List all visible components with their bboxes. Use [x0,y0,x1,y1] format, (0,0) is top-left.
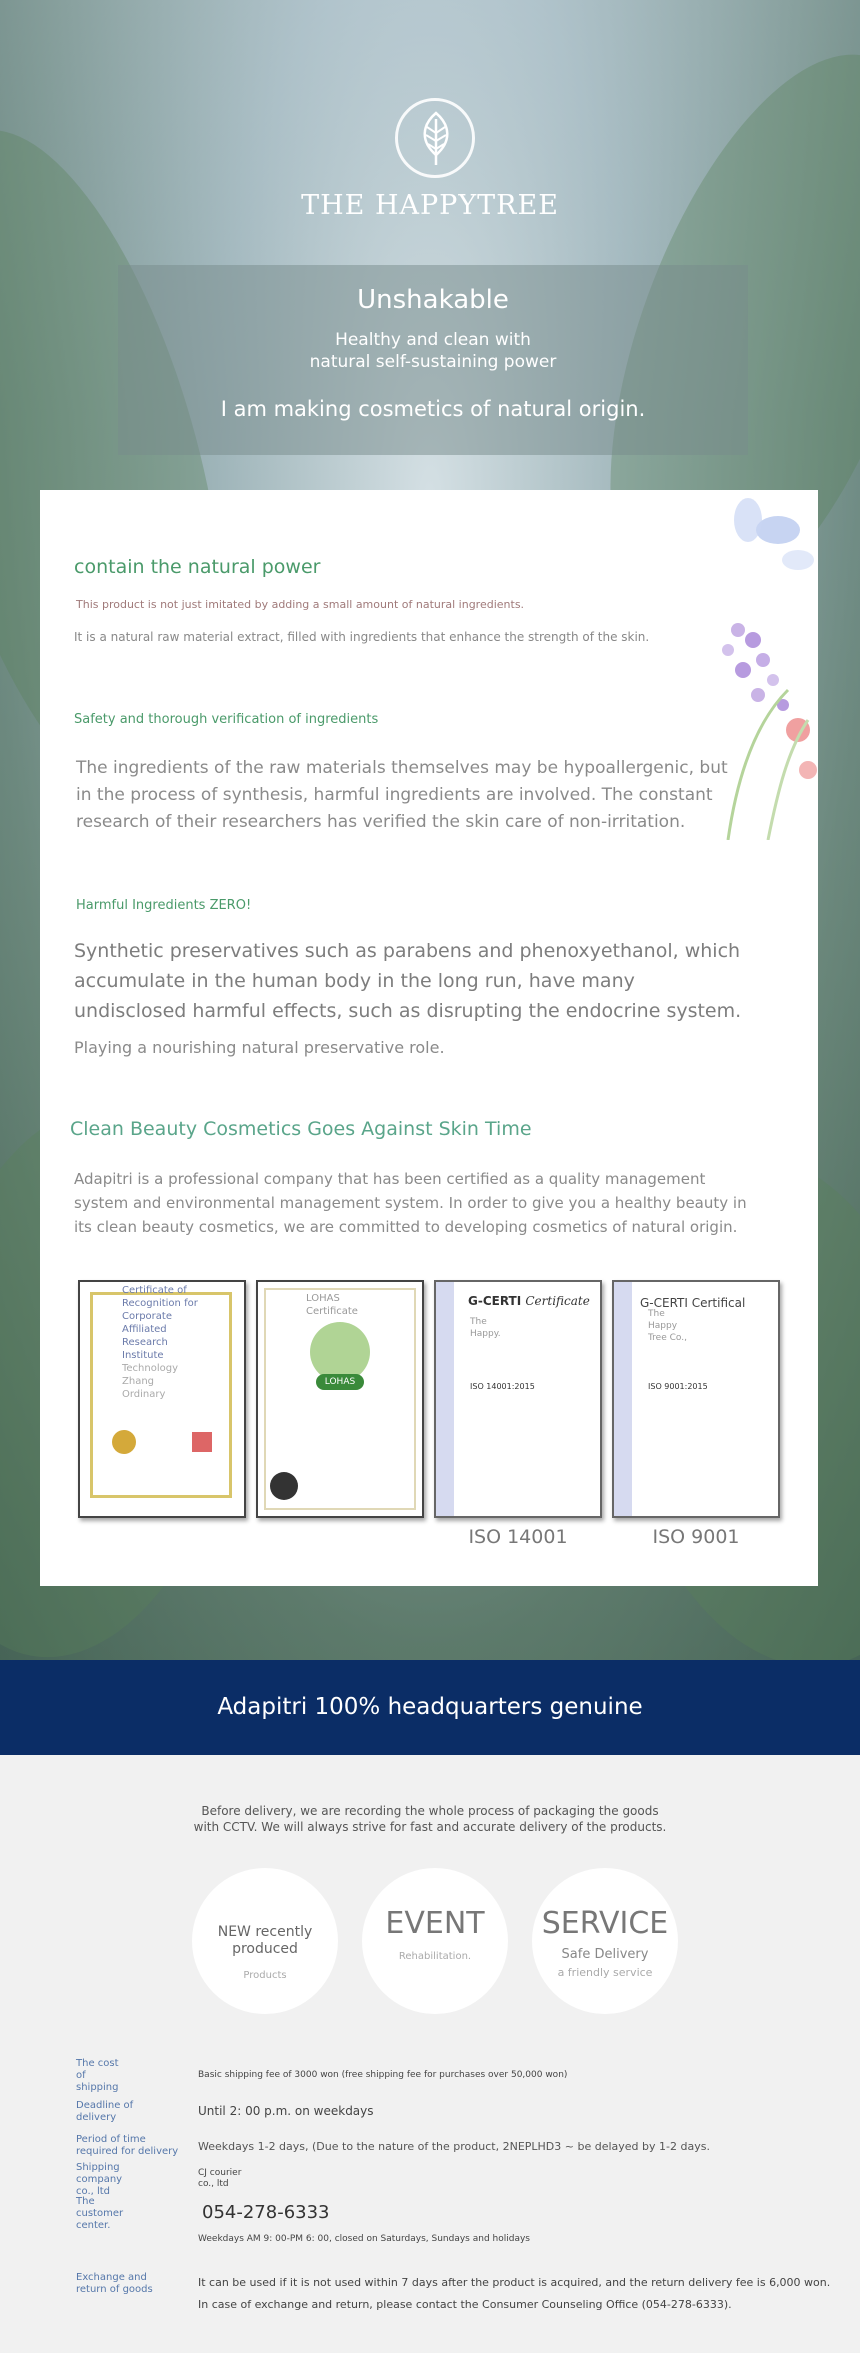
section-body [74,936,741,1026]
certificate-iso14001 [434,1280,602,1518]
iso-standard: ISO 9001:2015 [648,1382,708,1391]
circle-sub: Products [243,1970,287,1981]
circle-title-line: NEW recently [217,1924,313,1940]
certificate-title-line: The [648,1309,665,1319]
section-body-line: Synthetic preservatives such as parabens and phenoxyethanol, which [74,940,741,962]
info-label-line: company [76,2174,123,2185]
circle-sub: Rehabilitation. [398,1951,472,1962]
service-circle[interactable] [532,1868,678,2014]
info-value-line: CJ courier [198,2168,242,2178]
customer-center-phone[interactable]: 054-278-6333 [202,2202,330,2223]
section-title: Clean Beauty Cosmetics Goes Against Skin Time [70,1118,532,1140]
section-title: contain the natural power [74,556,321,578]
info-label-line: Exchange and [76,2272,147,2283]
certificate-title-line: Corporate [122,1311,172,1322]
delivery-note-line: with CCTV. We will always strive for fast and accurate delivery of the products. [193,1820,667,1834]
certificate-title [306,1292,358,1318]
section-note: Playing a nourishing natural preservative role. [74,1038,445,1057]
lohas-badge: LOHAS [316,1374,364,1390]
certificate-title-line: G-CERTI [468,1294,522,1308]
tree-icon [310,1322,370,1382]
event-circle[interactable] [362,1868,508,2014]
section-title: Safety and thorough verification of ingredients [74,712,379,727]
certificate-title [468,1294,590,1308]
section-body-line: in the process of synthesis, harmful ingredients are involved. The constant [76,785,713,805]
circle-title: EVENT [385,1906,485,1941]
certificate-title-line: Zhang [122,1376,155,1387]
info-value-line: In case of exchange and return, please contact the Consumer Counseling Office (054-278-6333). [198,2298,732,2311]
brand-name: THE HAPPYTREE [301,190,559,221]
info-label-deadline [76,2100,133,2124]
certificate-title-line: Technology [122,1363,179,1374]
info-value-deadline: Until 2: 00 p.m. on weekdays [198,2104,374,2118]
info-label-line: required for delivery [76,2146,179,2157]
section-body-line: undisclosed harmful effects, such as disrupting the endocrine system. [74,1000,742,1022]
certificate-title-line: Happy [648,1321,678,1331]
certificate-title [122,1284,198,1401]
info-label-company [76,2162,122,2198]
info-label-line: customer [76,2208,124,2219]
info-label-center [76,2196,123,2232]
section-body-line: Adapitri is a professional company that has been certified as a quality management [74,1170,706,1188]
intro-subtitle-line: Healthy and clean with [335,330,531,350]
kui-seal-icon [270,1472,298,1500]
certificate-company [470,1316,501,1340]
intro-tagline: I am making cosmetics of natural origin. [220,397,646,421]
certificate-border [614,1282,632,1516]
info-label-line: Deadline of [76,2100,134,2111]
section-body [74,1167,747,1239]
section-body-line: accumulate in the human body in the long run, have many [74,970,635,992]
info-label-line: shipping [76,2082,119,2093]
info-label-line: of [76,2070,86,2081]
info-label-line: The [76,2196,95,2207]
certificate-lohas [256,1280,424,1518]
certificate-title: G-CERTI Certifical [640,1296,746,1310]
info-label-line: center. [76,2220,111,2231]
section-body-line: The ingredients of the raw materials themselves may be hypoallergenic, but [76,758,728,778]
info-value-line: co., ltd [198,2179,229,2189]
genuine-banner: Adapitri 100% headquarters genuine [0,1660,860,1755]
circle-sub: a friendly service [557,1966,653,1979]
tree-leaf-icon [395,98,475,178]
circle-title-line: produced [232,1941,298,1957]
delivery-note [0,1803,860,1835]
info-label-period [76,2134,178,2158]
certificate-title-line: Ordinary [122,1389,166,1400]
section-body-line: research of their researchers has verified the skin care of non-irritation. [76,812,686,832]
intro-subtitle-line: natural self-sustaining power [309,352,557,372]
intro-box [118,265,748,455]
certificate-title-line: Research [122,1337,168,1348]
section-body-line: system and environmental management system. In order to give you a healthy beauty in [74,1194,747,1212]
certificate-company [648,1308,687,1344]
certificate-label: ISO 14001 [468,1526,568,1548]
info-value-line: It can be used if it is not used within 7 days after the product is acquired, and the return delivery fee is 6,000 won. [198,2276,831,2289]
info-value-cost: Basic shipping fee of 3000 won (free shipping fee for purchases over 50,000 won) [198,2070,568,2080]
info-label-exchange [76,2272,153,2296]
info-value-period: Weekdays 1-2 days, (Due to the nature of the product, 2NEPLHD3 ~ be delayed by 1-2 days. [198,2140,710,2153]
certificate-title-line: LOHAS [306,1293,340,1304]
info-label-line: delivery [76,2112,117,2123]
section-body [76,755,728,836]
info-label-line: Period of time [76,2134,146,2145]
certificate-title-line: Recognition for [122,1298,198,1309]
info-value-company [198,2168,241,2190]
info-label-cost [76,2058,119,2094]
content-card [40,490,818,1586]
section-title: Harmful Ingredients ZERO! [76,898,252,913]
circle-title [192,1924,338,1958]
info-label-line: return of goods [76,2284,153,2295]
certificate-research [78,1280,246,1518]
section-text: This product is not just imitated by adding a small amount of natural ingredients. [76,598,525,611]
circle-title: SERVICE [541,1906,669,1941]
certificate-title-line: Affiliated [122,1324,167,1335]
info-label-line: Shipping [76,2162,120,2173]
new-products-circle[interactable] [192,1868,338,2014]
certificate-title-line: Certificate [525,1294,590,1308]
stamp-icon [192,1432,212,1452]
certificate-title-line: Tree Co., [648,1333,687,1343]
iso-standard: ISO 14001:2015 [470,1382,535,1391]
info-value-exchange [198,2272,830,2316]
section-body-line: its clean beauty cosmetics, we are committed to developing cosmetics of natural origin. [74,1218,738,1236]
certificate-title-line: Institute [122,1350,164,1361]
certificate-title-line: The [470,1317,487,1327]
info-label-line: The cost [76,2058,119,2069]
certificate-title-line: Certificate of [122,1285,187,1296]
intro-subtitle [118,329,748,373]
circle-sub: Safe Delivery [561,1947,649,1962]
certificate-label: ISO 9001 [652,1526,740,1548]
delivery-note-line: Before delivery, we are recording the whole process of packaging the goods [201,1804,659,1818]
certificate-border [436,1282,454,1516]
customer-center-hours: Weekdays AM 9: 00-PM 6: 00, closed on Saturdays, Sundays and holidays [198,2234,530,2244]
info-label-line: co., ltd [76,2186,111,2197]
seal-icon [112,1430,136,1454]
section-text: It is a natural raw material extract, filled with ingredients that enhance the strength of the skin. [74,630,650,644]
intro-title: Unshakable [357,285,509,315]
certificate-iso9001 [612,1280,780,1518]
certificate-title-line: Happy. [470,1329,501,1339]
certificate-title-line: Certificate [306,1306,358,1317]
